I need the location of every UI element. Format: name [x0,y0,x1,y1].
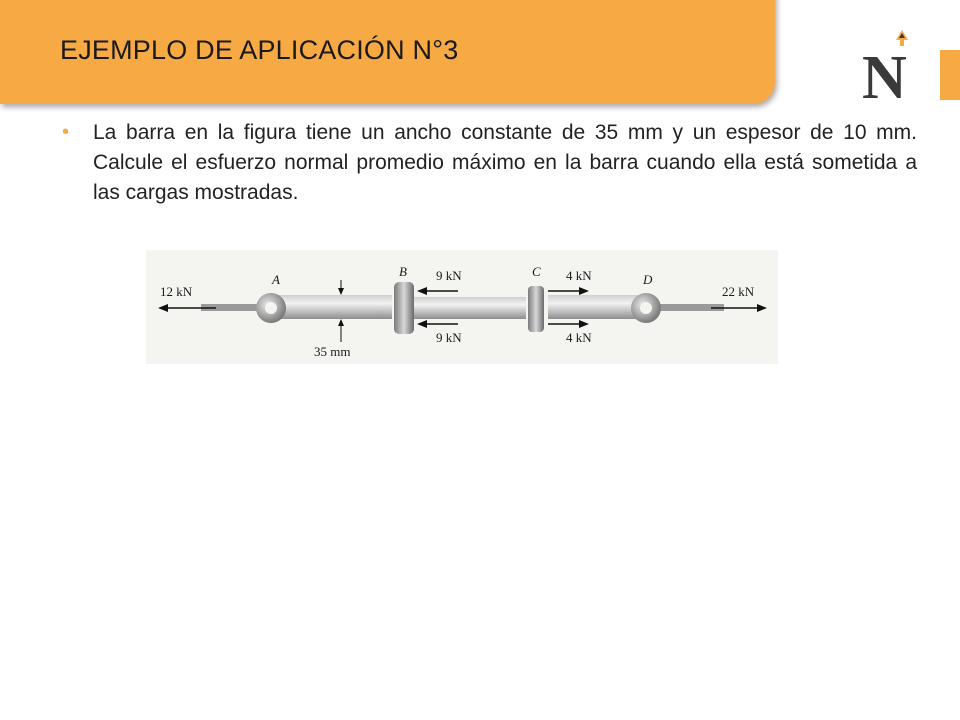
point-d-label: D [643,272,653,287]
bar-segment-bc [414,297,526,319]
bar-segment-cd [548,295,644,319]
bullet-marker: • [62,121,70,143]
point-a-label: A [272,272,280,287]
collar-c [528,286,544,332]
dimension-label: 35 mm [314,344,351,359]
collar-b [394,282,414,334]
side-accent-bar [940,50,960,100]
bar-segment-ab [274,295,392,319]
point-b-label: B [399,264,407,279]
logo-letter: N [862,44,907,104]
load-b-top: 9 kN [436,268,462,283]
load-right-end: 22 kN [722,284,755,299]
load-b-bottom: 9 kN [436,330,462,345]
load-left-end: 12 kN [160,284,193,299]
university-logo [858,24,918,104]
bar-diagram [146,250,778,364]
slide-title: EJEMPLO DE APLICACIÓN N°3 [60,35,459,65]
problem-statement: La barra en la figura tiene un ancho constante de 35 mm y un espesor de 10 mm. Calcule el esfuerzo normal promedio máximo en la barra cuando ella está sometida a las cargas mostradas. [93,121,917,204]
load-c-top: 4 kN [566,268,592,283]
load-c-bottom: 4 kN [566,330,592,345]
point-c-label: C [532,264,541,279]
